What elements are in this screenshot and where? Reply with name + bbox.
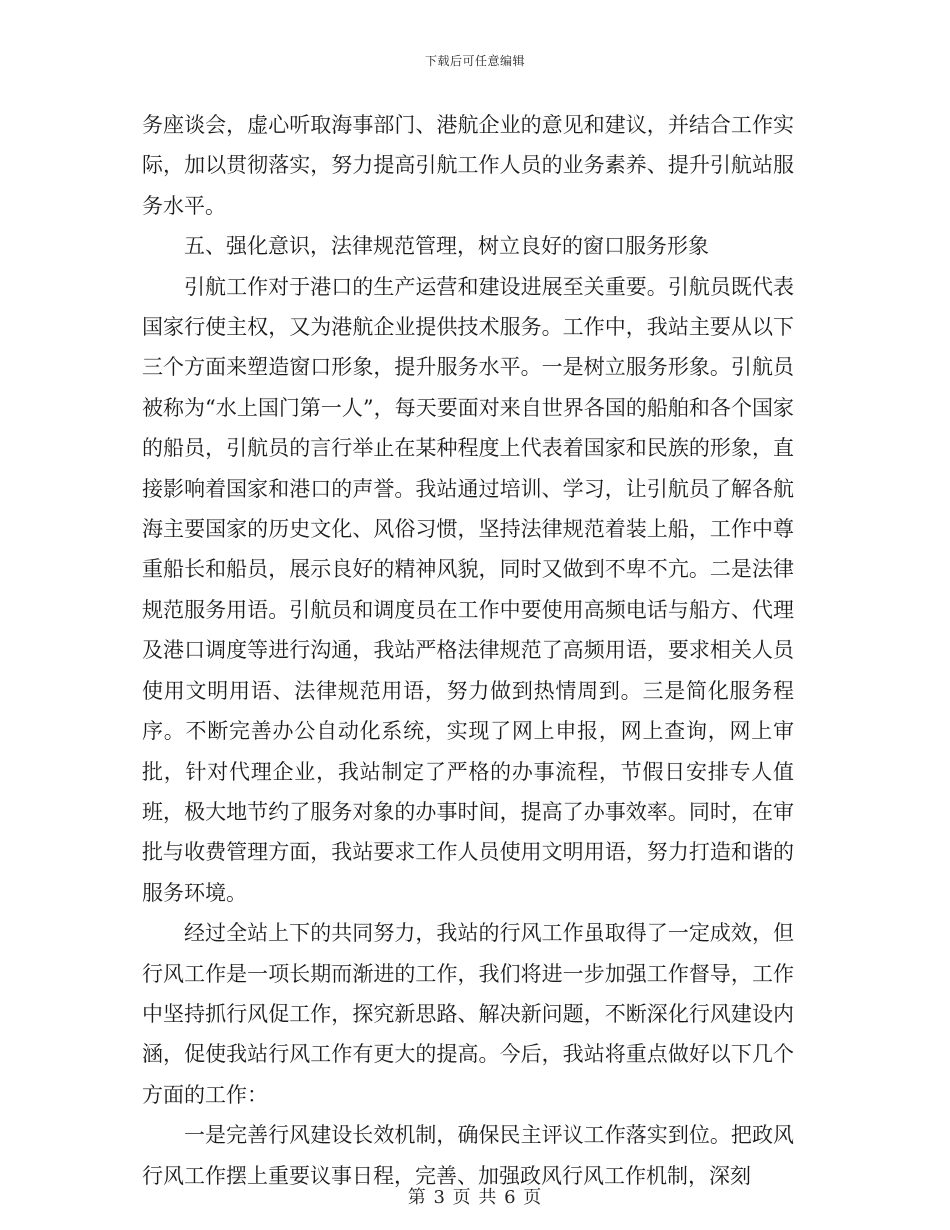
paragraph-plan-one: 一是完善行风建设长效机制，确保民主评议工作落实到位。把政风行风工作摆上重要议事日程，完善、加强政风行风工作机制，深刻 <box>142 1123 794 1188</box>
page-header: 下载后可任意编辑 <box>424 54 525 68</box>
paragraph-continuation: 务座谈会，虚心听取海事部门、港航企业的意见和建议，并结合工作实际，加以贯彻落实，努力提高引航工作人员的业务素养、提升引航站服务水平。 <box>142 113 794 218</box>
paragraph-summary: 经过全站上下的共同努力，我站的行风工作虽取得了一定成效，但行风工作是一项长期而渐进的工作，我们将进一步加强工作督导，工作中坚持抓行风促工作，探究新思路、解决新问题，不断深化行风建设内涵，促使我站行风工作有更大的提高。今后，我站将重点做好以下几个方面的工作： <box>142 921 794 1107</box>
section-heading: 五、强化意识，法律规范管理，树立良好的窗口服务形象 <box>184 234 709 259</box>
page-footer: 第 3 页 共 6 页 <box>407 1187 543 1208</box>
document-body <box>142 105 794 1196</box>
paragraph-pilotage: 引航工作对于港口的生产运营和建设进展至关重要。引航员既代表国家行使主权，又为港航企业提供技术服务。工作中，我站主要从以下三个方面来塑造窗口形象，提升服务水平。一是树立服务形象。引航员被称为“水上国门第一人”，每天要面对来自世界各国的船舶和各个国家的船员，引航员的言行举止在某种程度上代表着国家和民族的形象，直接影响着国家和港口的声誉。我站通过培训、学习，让引航员了解各航海主要国家的历史文化、风俗习惯，坚持法律规范着装上船，工作中尊重船长和船员，展示良好的精神风貌，同时又做到不卑不亢。二是法律规范服务用语。引航员和调度员在工作中要使用高频电话与船方、代理及港口调度等进行沟通，我站严格法律规范了高频用语，要求相关人员使用文明用语、法律规范用语，努力做到热情周到。三是简化服务程序。不断完善办公自动化系统，实现了网上申报，网上查询，网上审批，针对代理企业，我站制定了严格的办事流程，节假日安排专人值班，极大地节约了服务对象的办事时间，提高了办事效率。同时，在审批与收费管理方面，我站要求工作人员使用文明用语，努力打造和谐的服务环境。 <box>142 274 794 905</box>
